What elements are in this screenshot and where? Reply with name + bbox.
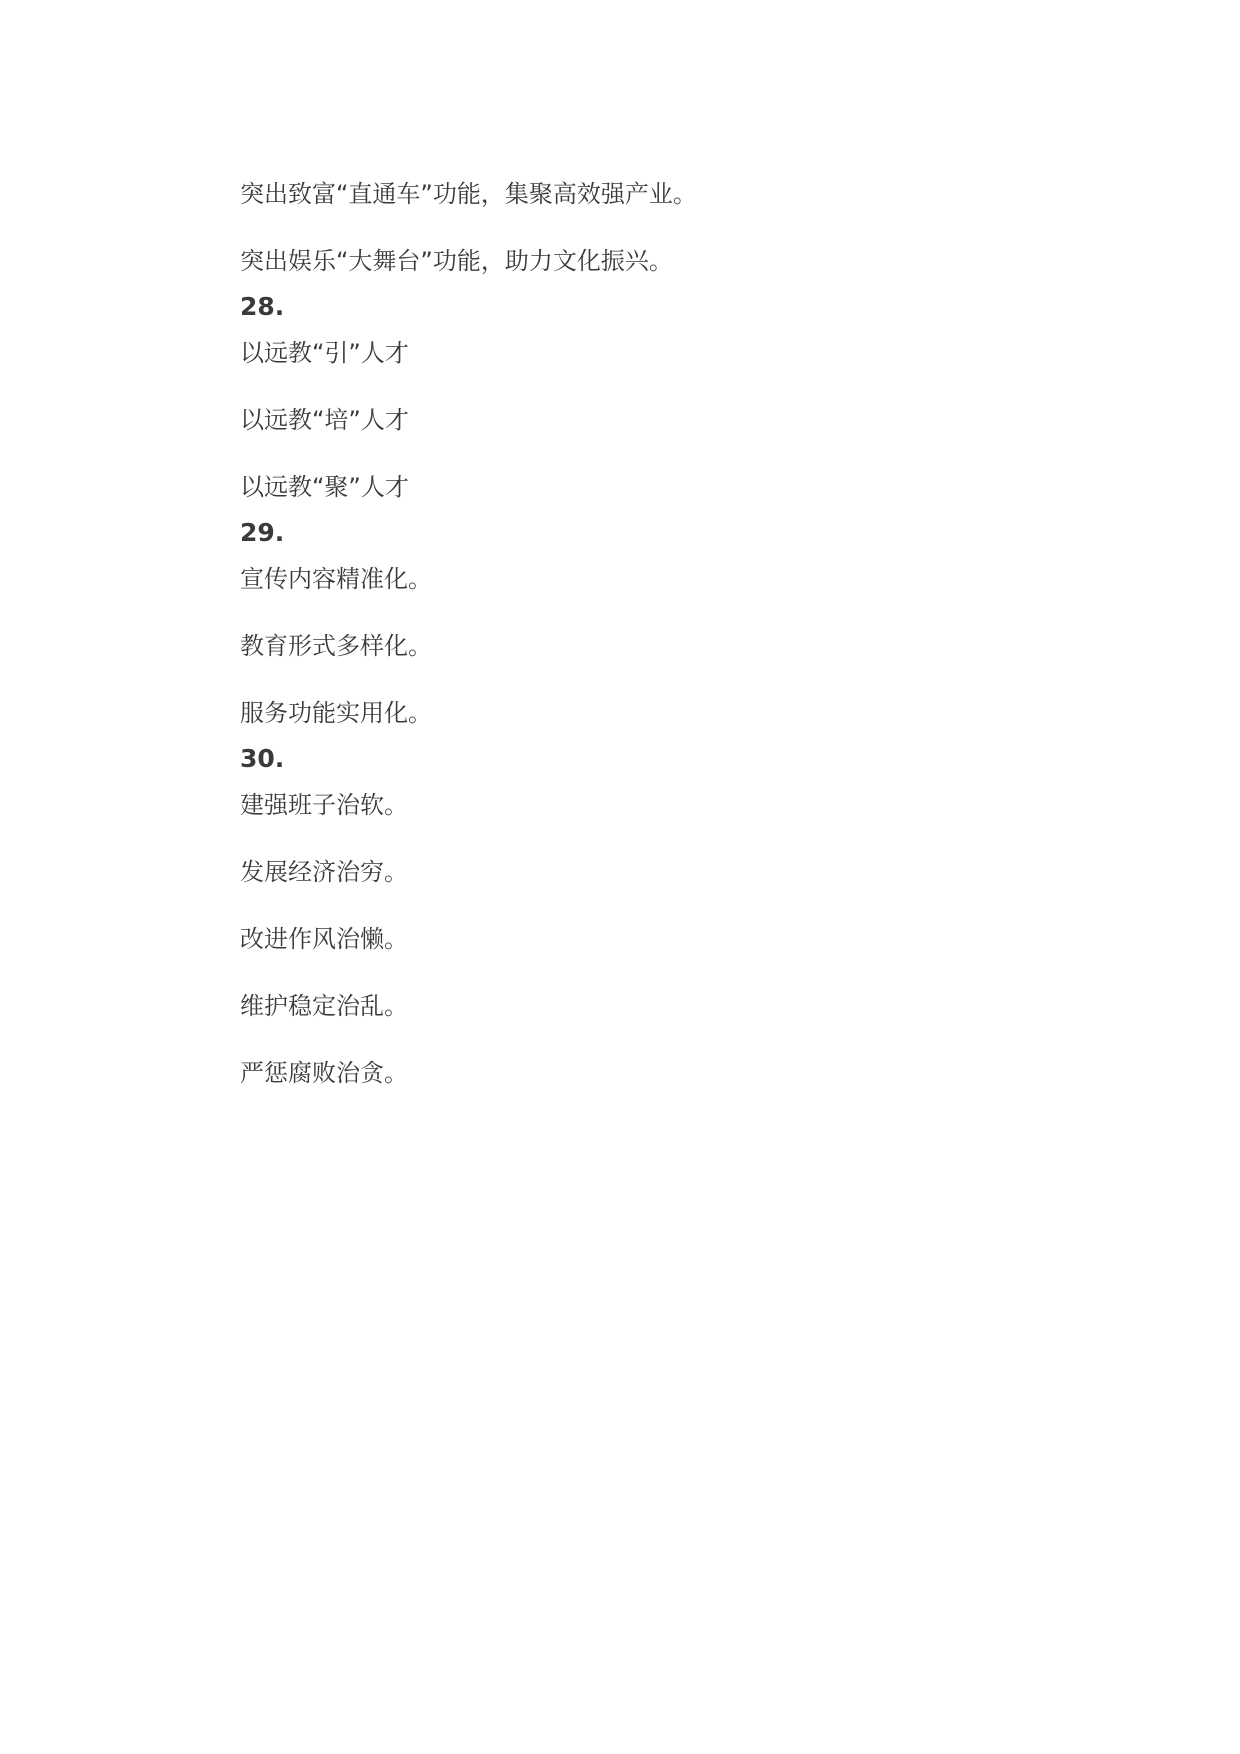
paragraph-line: 改进作风治懒。 — [240, 925, 408, 953]
paragraph-line: 突出致富“直通车”功能，集聚高效强产业。 — [240, 180, 697, 208]
section-number-29: 29. — [240, 518, 285, 547]
document-body — [240, 178, 1140, 1124]
paragraph-line: 发展经济治穷。 — [240, 858, 408, 886]
paragraph-line: 以远教“培”人才 — [240, 406, 409, 434]
section-number-30: 30. — [240, 744, 285, 773]
paragraph-line: 突出娱乐“大舞台”功能，助力文化振兴。 — [240, 247, 673, 275]
paragraph-line: 以远教“引”人才 — [240, 339, 409, 367]
paragraph-line: 服务功能实用化。 — [240, 699, 432, 727]
paragraph-line: 教育形式多样化。 — [240, 632, 432, 660]
paragraph-line: 建强班子治软。 — [240, 791, 408, 819]
paragraph-line: 维护稳定治乱。 — [240, 992, 408, 1020]
paragraph-line: 以远教“聚”人才 — [240, 473, 409, 501]
section-number-28: 28. — [240, 292, 285, 321]
paragraph-line: 严惩腐败治贪。 — [240, 1059, 408, 1087]
paragraph-line: 宣传内容精准化。 — [240, 565, 432, 593]
